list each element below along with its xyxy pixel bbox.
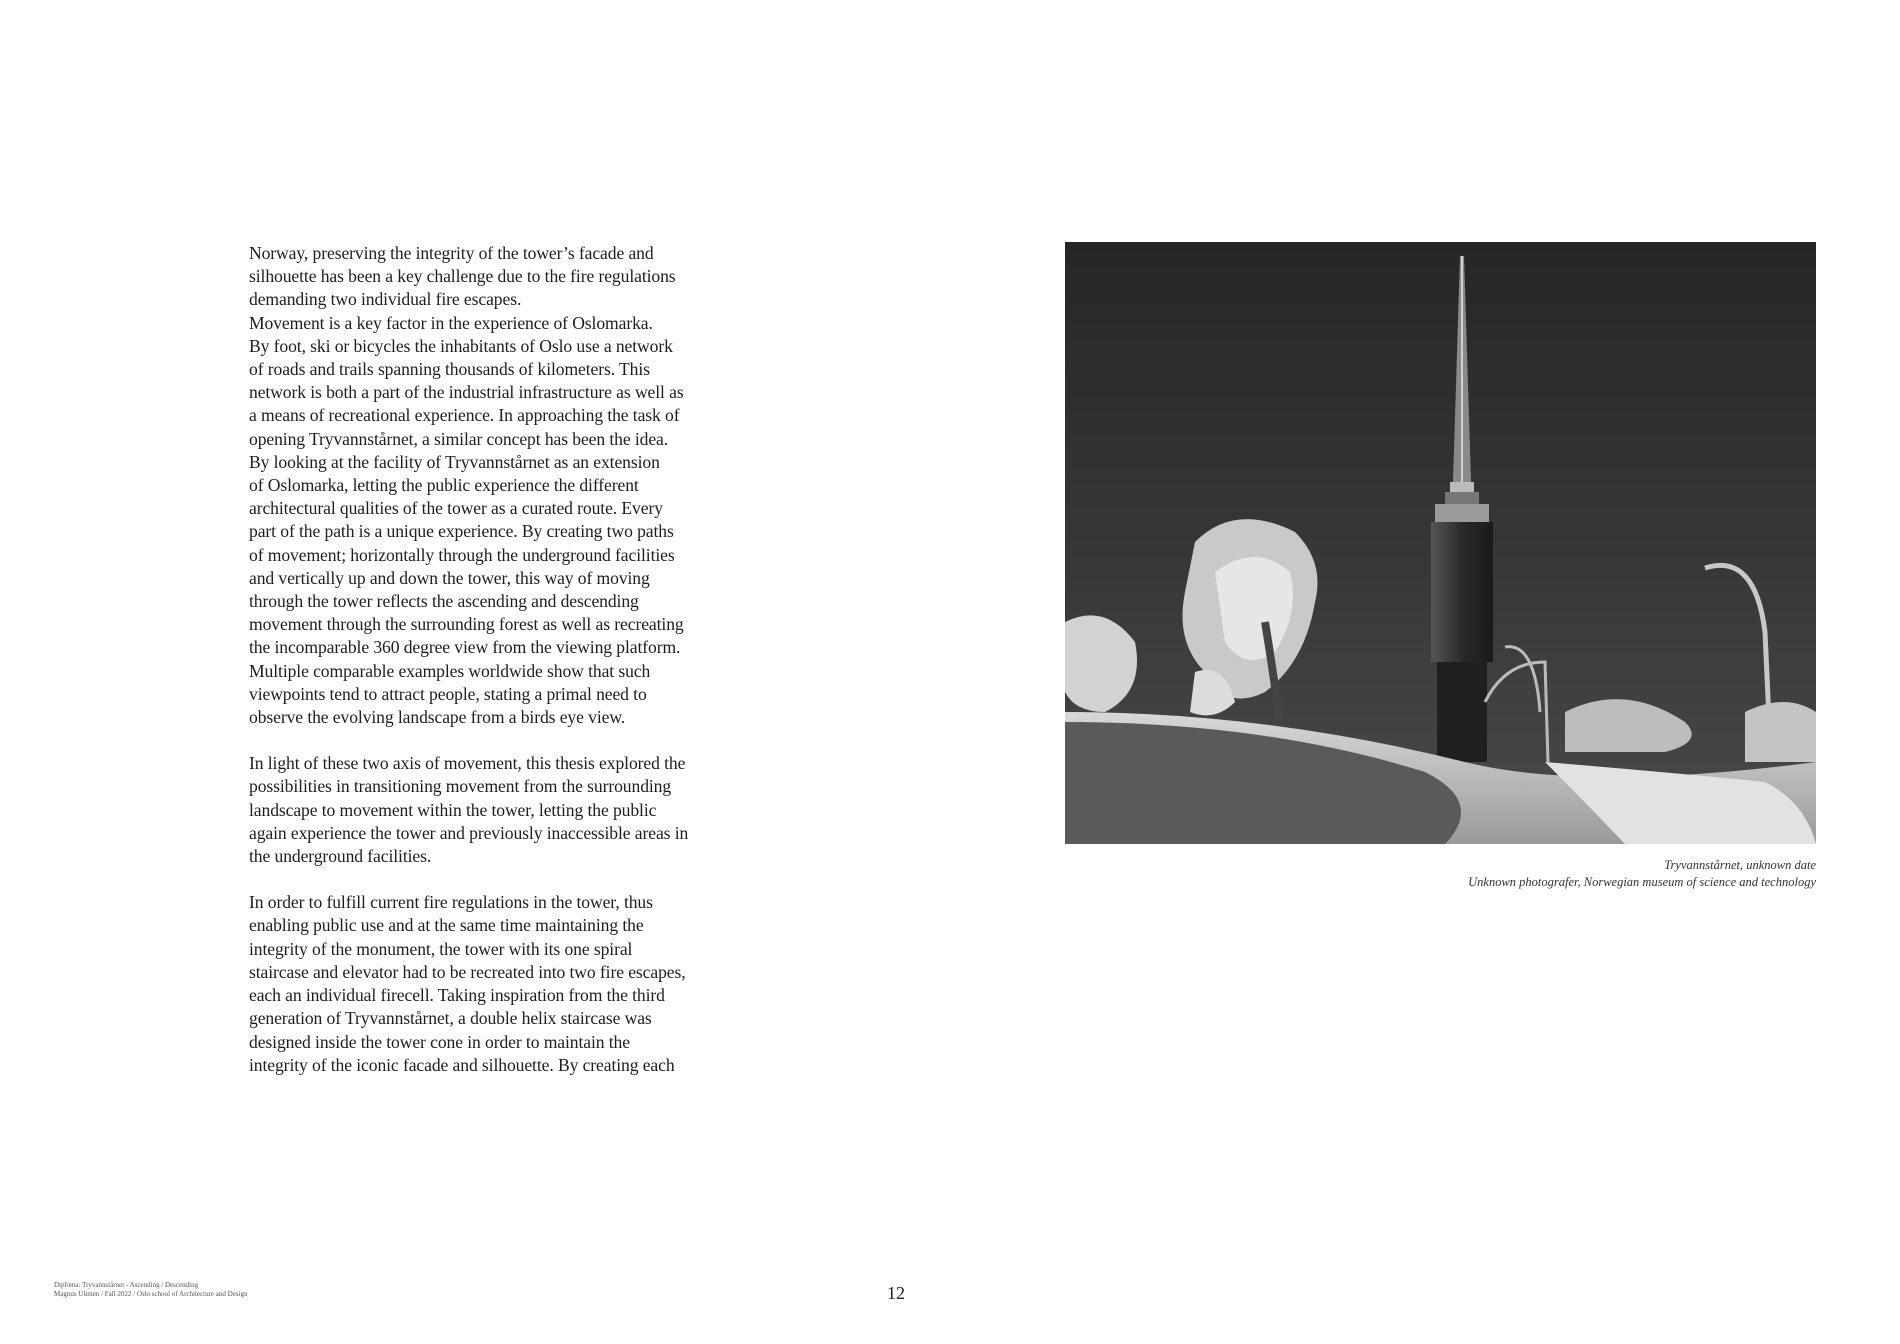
- page-number: 12: [887, 1283, 905, 1303]
- footer-author-school: Magnus Ulimen / Fall 2022 / Oslo school of Architecture and Design: [54, 1290, 248, 1298]
- photo-caption-title: Tryvannstårnet, unknown date: [1664, 858, 1816, 872]
- body-paragraph-1: Norway, preserving the integrity of the tower’s facade and silhouette has been a key challenge due to the fire regulations demanding two individual fire escapes. Movement is a key factor in the experience of Oslomarka. By foot, ski or bicycles the inhabitants of Oslo use a network of roads and trails spanning thousands of kilometers. This network is both a part of the industrial infrastructure as well as a means of recreational experience. In approaching the task of opening Tryvannstårnet, a similar concept has been the idea. By looking at the facility of Tryvannstårnet as an extension of Oslomarka, letting the public experience the different architectural qualities of the tower as a curated route. Every part of the path is a unique experience. By creating two paths of movement; horizontally through the underground facilities and vertically up and down the tower, this way of moving through the tower reflects the ascending and descending movement through the surrounding forest as well as recreating the incomparable 360 degree view from the viewing platform. Multiple comparable examples worldwide show that such viewpoints tend to attract people, stating a primal need to observe the evolving landscape from a birds eye view.: [249, 243, 684, 728]
- tower-photograph: [1065, 242, 1816, 844]
- body-paragraph-2: In light of these two axis of movement, this thesis explored the possibilities in transitioning movement from the surrounding landscape to movement within the tower, letting the public again experience the tower and previously inaccessible areas in the underground facilities.: [249, 753, 689, 867]
- body-text-column: [249, 242, 729, 1100]
- footer-metadata: [54, 1281, 247, 1299]
- body-paragraph-3: In order to fulfill current fire regulations in the tower, thus enabling public use and at the same time maintaining the integrity of the monument, the tower with its one spiral staircase and elevator had to be recreated into two fire escapes, each an individual firecell. Taking inspiration from the third generation of Tryvannstårnet, a double helix staircase was designed inside the tower cone in order to maintain the integrity of the iconic facade and silhouette. By creating each: [249, 892, 686, 1075]
- footer-diploma-title: Diploma: Tryvannstårnet - Ascending / Descending: [54, 1281, 199, 1289]
- photo-caption-credit: Unknown photografer, Norwegian museum of science and technology: [1468, 875, 1816, 889]
- tower-photo-illustration: [1065, 242, 1816, 844]
- photo-caption: [1216, 857, 1816, 891]
